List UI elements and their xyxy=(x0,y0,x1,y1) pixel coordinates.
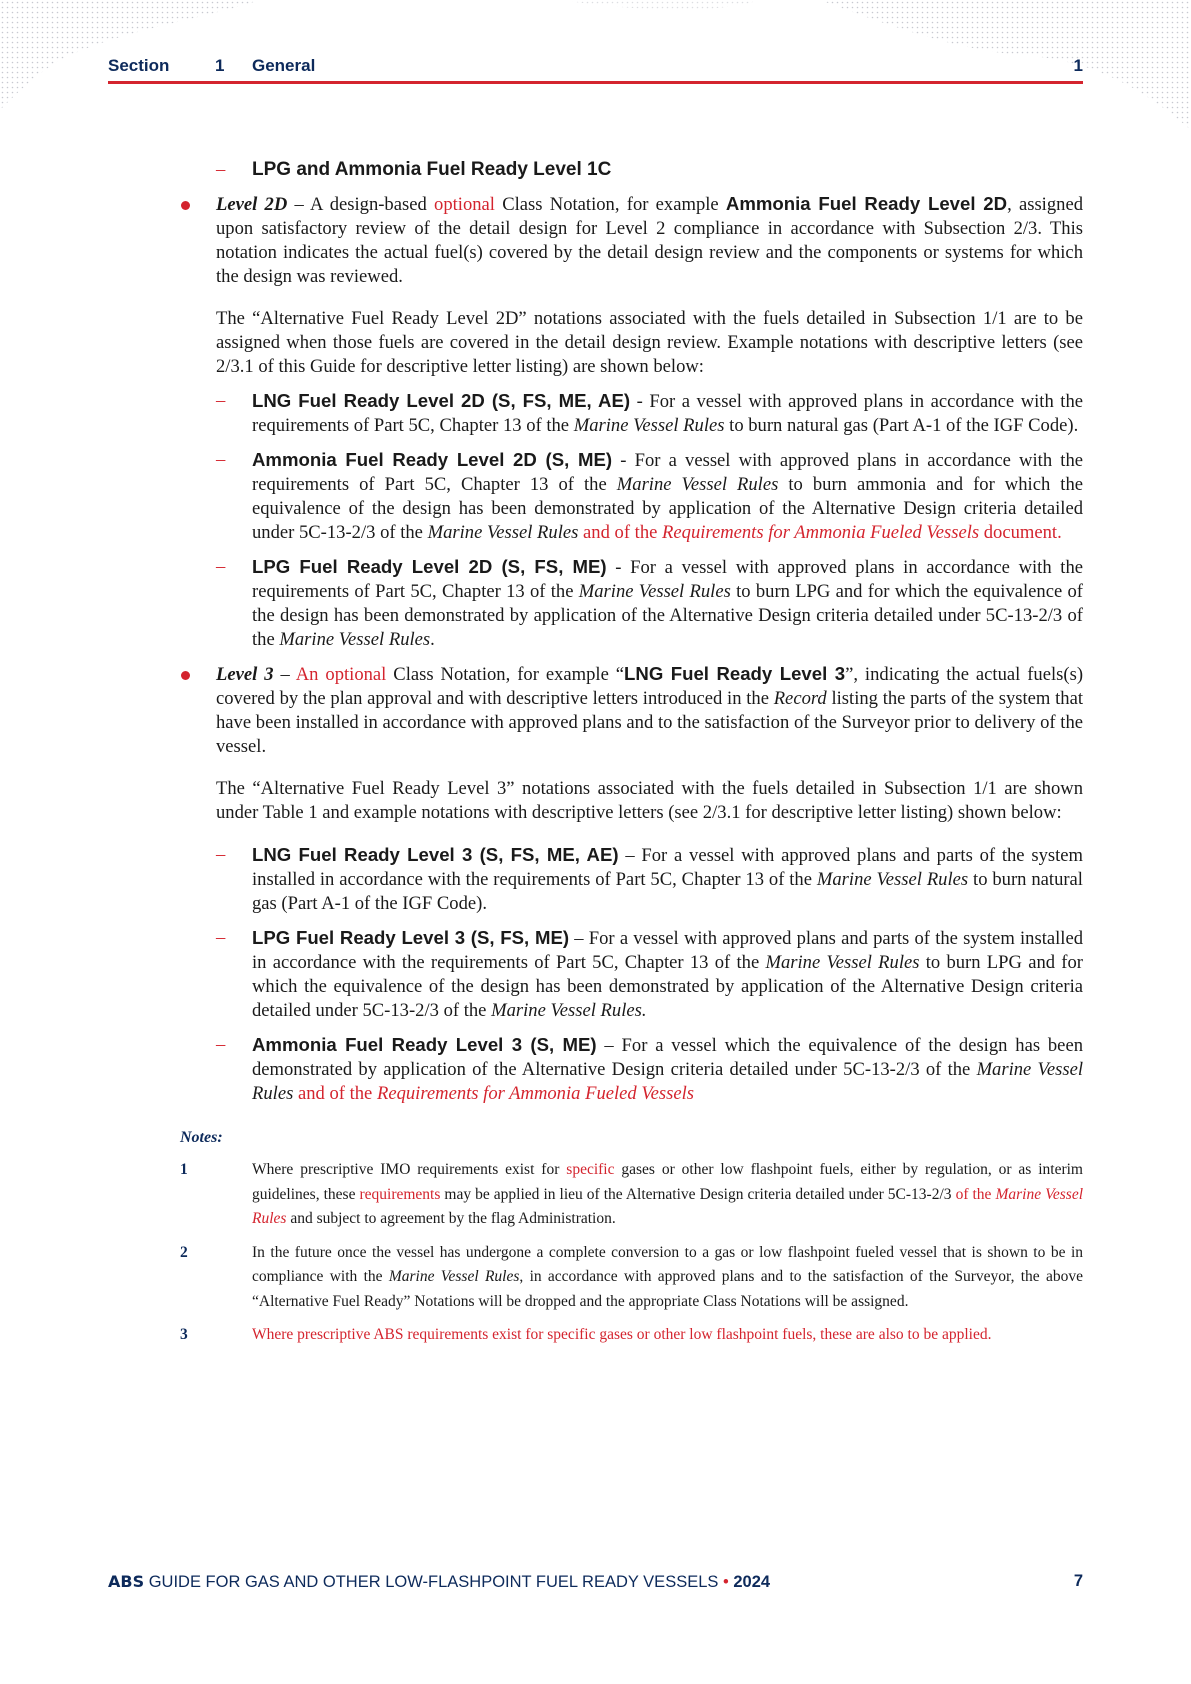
example-notation: LNG Fuel Ready Level 3 xyxy=(624,663,846,684)
level-3-text: Level 3 – An optional Class Notation, for example “LNG Fuel Ready Level 3”, indicating the actual fuels(s) covered by the plan approval and with descriptive letters introduced in the Record listing the parts of the system that have been installed in accordance with approved plans and to the satisfaction of the Surveyor prior to delivery of the vessel. xyxy=(216,663,1084,757)
marine-vessel-rules-ref: Marine Vessel Rules xyxy=(578,581,731,602)
page-header xyxy=(108,54,1083,82)
paragraph-3: The “Alternative Fuel Ready Level 3” notations associated with the fuels detailed in Subsection 1/1 are shown under Table 1 and example notations with descriptive letters (see 2/3.1 for descriptive letter listing) shown below: xyxy=(216,778,1083,823)
item-1c-title: LPG and Ammonia Fuel Ready Level 1C xyxy=(252,159,612,180)
note-number: 2 xyxy=(180,1243,188,1261)
page-number: 7 xyxy=(1073,1572,1083,1590)
paragraph-2d: The “Alternative Fuel Ready Level 2D” notations associated with the fuels detailed in Subsection 1/1 are to be assigned when those fuels are covered in the detail design review. Example notations with descriptive letters (see 2/3.1 of this Guide for descriptive letter listing) are shown below: xyxy=(216,308,1083,377)
bullet-marker xyxy=(181,201,190,210)
level-3-item xyxy=(180,662,1083,759)
record-ref: Record xyxy=(773,688,827,709)
dash-marker: – xyxy=(216,927,226,948)
footer-year: 2024 xyxy=(733,1573,771,1591)
note-3: 3 Where prescriptive ABS requirements exist for specific gases or other low flashpoint fuels, these are also to be applied. xyxy=(180,1323,1083,1348)
dash-marker: – xyxy=(216,390,226,411)
section-number: 1 xyxy=(215,56,225,75)
marine-vessel-rules-ref: Marine Vessel Rules xyxy=(252,1185,1084,1227)
subsection-number: 1 xyxy=(1073,56,1083,75)
lpg-3-title: LPG Fuel Ready Level 3 (S, FS, ME) xyxy=(252,927,570,948)
list-item-lpg-3: – LPG Fuel Ready Level 3 (S, FS, ME) – For a vessel with approved plans and parts of the system installed in accordance with the requirements of Part 5C, Chapter 13 of the Marine Vessel Rules to burn LPG and for which the equivalence of the design has been demonstrated by application of the Alternative Design criteria detailed under 5C-13-2/3 of the Marine Vessel Rules. xyxy=(216,927,1083,1021)
list-item-lng-2d: – LNG Fuel Ready Level 2D (S, FS, ME, AE) - For a vessel with approved plans in accordance with the requirements of Part 5C, Chapter 13 of the Marine Vessel Rules to burn natural gas (Part A-1 of the IGF Code). xyxy=(216,390,1084,436)
level-3-label: Level 3 xyxy=(216,664,274,685)
marine-vessel-rules-ref: Marine Vessel Rules xyxy=(765,952,920,973)
note-number: 1 xyxy=(180,1161,188,1178)
ammonia-3-title: Ammonia Fuel Ready Level 3 (S, ME) xyxy=(252,1034,597,1055)
dash-marker: – xyxy=(216,1034,226,1055)
page-footer xyxy=(108,1572,1083,1596)
level-2d-label: Level 2D xyxy=(216,194,288,215)
list-item-lpg-2d: – LPG Fuel Ready Level 2D (S, FS, ME) - For a vessel with approved plans in accordance with the requirements of Part 5C, Chapter 13 of the Marine Vessel Rules to burn LPG and for which the equivalence of the design has been demonstrated by application of the Alternative Design criteria detailed under 5C-13-2/3 of the Marine Vessel Rules. xyxy=(216,556,1084,650)
marine-vessel-rules-ref: Marine Vessel Rules xyxy=(388,1268,520,1285)
note-1: 1 Where prescriptive IMO requirements exist for specific gases or other low flashpoint fuels, either by regulation, or as interim guidelines, these requirements may be applied in lieu of the Alternative Design criteria detailed under 5C-13-2/3 of the Marine Vessel Rules and subject to agreement by the flag Administration. xyxy=(180,1158,1083,1232)
section-title: General xyxy=(252,56,316,75)
marine-vessel-rules-ref: Marine Vessel Rules xyxy=(252,1059,1083,1104)
note-number: 3 xyxy=(180,1326,188,1343)
dash-marker: – xyxy=(216,449,226,470)
ammonia-requirements-ref: Requirements for Ammonia Fueled Vessels xyxy=(376,1083,695,1104)
optional-word: An optional xyxy=(295,664,387,685)
abs-brand: ABS xyxy=(108,1572,145,1591)
marine-vessel-rules-ref: Marine Vessel Rules xyxy=(279,629,431,650)
dash-marker: – xyxy=(216,159,226,180)
optional-word: optional xyxy=(434,194,495,215)
marine-vessel-rules-ref: Marine Vessel Rules. xyxy=(491,1000,647,1021)
ammonia-requirements-ref: Requirements for Ammonia Fueled Vessels xyxy=(662,522,980,543)
lng-3-title: LNG Fuel Ready Level 3 (S, FS, ME, AE) xyxy=(252,844,619,865)
lpg-2d-title: LPG Fuel Ready Level 2D (S, FS, ME) xyxy=(252,556,607,577)
level-2d-item xyxy=(180,192,1083,289)
list-item-lng-3: – LNG Fuel Ready Level 3 (S, FS, ME, AE) – For a vessel with approved plans and parts of the system installed in accordance with the requirements of Part 5C, Chapter 13 of the Marine Vessel Rules to burn natural gas (Part A-1 of the IGF Code). xyxy=(216,844,1083,914)
marine-vessel-rules-ref: Marine Vessel Rules xyxy=(427,522,579,543)
footer-separator: • xyxy=(722,1573,729,1591)
level-2d-text: Level 2D – A design-based optional Class Notation, for example Ammonia Fuel Ready Level 2D, assigned upon satisfactory review of the detail design for Level 2 compliance in accordance with Subsection 2/3. This notation indicates the actual fuel(s) covered by the detail design review and the components or systems for which the design was reviewed. xyxy=(216,193,1083,287)
dash-marker: – xyxy=(216,844,226,865)
lng-2d-title: LNG Fuel Ready Level 2D (S, FS, ME, AE) xyxy=(252,390,631,411)
list-item-ammonia-3: – Ammonia Fuel Ready Level 3 (S, ME) – For a vessel which the equivalence of the design has been demonstrated by application of the Alternative Design criteria detailed under 5C-13-2/3 of the Marine Vessel Rules and of the Requirements for Ammonia Fueled Vessels xyxy=(216,1034,1083,1104)
dash-marker: – xyxy=(216,556,226,577)
list-item-1c xyxy=(180,158,1083,182)
list-item-ammonia-2d: – Ammonia Fuel Ready Level 2D (S, ME) - For a vessel with approved plans in accordance with the requirements of Part 5C, Chapter 13 of the Marine Vessel Rules to burn ammonia and for which the equivalence of the design has been demonstrated by application of the Alternative Design criteria detailed under 5C-13-2/3 of the Marine Vessel Rules and of the Requirements for Ammonia Fueled Vessels document. xyxy=(216,449,1084,543)
header-rule xyxy=(108,81,1083,84)
bullet-marker xyxy=(181,671,190,680)
marine-vessel-rules-ref: Marine Vessel Rules xyxy=(573,415,725,436)
note-2: 2 In the future once the vessel has undergone a complete conversion to a gas or low flashpoint fueled vessel that is shown to be in compliance with the Marine Vessel Rules, in accordance with approved plans and to the satisfaction of the Surveyor, the above “Alternative Fuel Ready” Notations will be dropped and the appropriate Class Notations will be assigned. xyxy=(180,1241,1083,1315)
body-content xyxy=(180,158,1083,1348)
footer-guide-title: ABS GUIDE FOR GAS AND OTHER LOW-FLASHPOINT FUEL READY VESSELS • 2024 xyxy=(108,1572,771,1591)
example-notation: Ammonia Fuel Ready Level 2D xyxy=(725,193,1008,214)
marine-vessel-rules-ref: Marine Vessel Rules xyxy=(816,869,969,890)
notes-label: Notes: xyxy=(180,1129,223,1146)
ammonia-2d-title: Ammonia Fuel Ready Level 2D (S, ME) xyxy=(252,449,613,470)
marine-vessel-rules-ref: Marine Vessel Rules xyxy=(616,474,779,495)
section-label: Section xyxy=(108,56,170,75)
